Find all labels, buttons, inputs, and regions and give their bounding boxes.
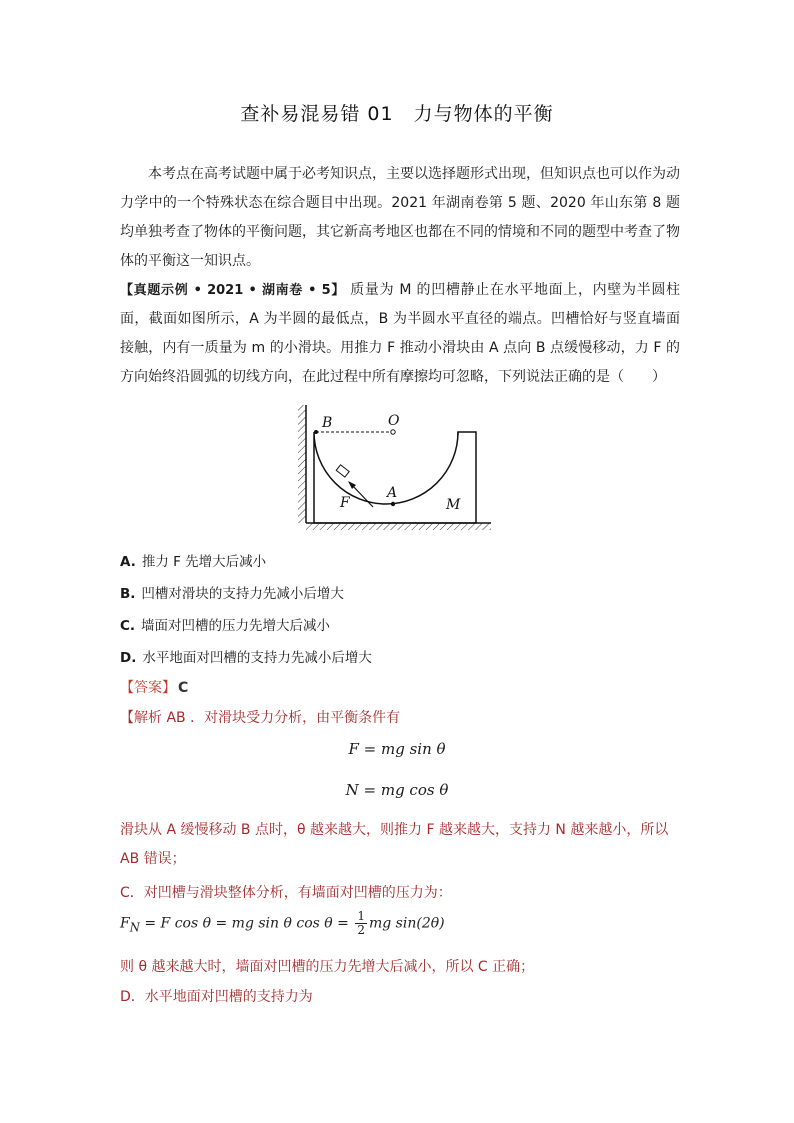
- point-a: [391, 502, 395, 506]
- intro-paragraph: 本考点在高考试题中属于必考知识点，主要以选择题形式出现，但知识点也可以作为动力学中的一个特殊状态在综合题目中出现。2021 年湖南卷第 5 题、2020 年山东第 8 题均单独考查了物体的平衡问题，其它新高考地区也都在不同的情境和不同的题型中考查了物体的平衡这一知识点。: [120, 166, 680, 269]
- option-letter: D.: [120, 650, 137, 666]
- option-text: 水平地面对凹槽的支持力先减小后增大: [142, 650, 372, 666]
- label-b: B: [322, 415, 333, 431]
- formula3-left: F: [120, 915, 130, 932]
- question-label: 【真题示例 • 2021 • 湖南卷 • 5】: [120, 283, 346, 298]
- wall-hatch: [298, 405, 306, 523]
- option-text: 推力 F 先增大后减小: [141, 554, 267, 570]
- fraction-half: [355, 910, 367, 937]
- label-a: A: [387, 485, 398, 501]
- page-title: 查补易混易错 01 力与物体的平衡: [240, 103, 554, 125]
- option-text: 凹槽对滑块的支持力先减小后增大: [141, 586, 344, 602]
- answer-line: [120, 677, 188, 697]
- option-text: 墙面对凹槽的压力先增大后减小: [141, 618, 331, 634]
- groove-diagram: [296, 405, 496, 535]
- option-letter: B.: [120, 586, 136, 602]
- answer-value: C: [178, 680, 189, 696]
- slider-block: [336, 465, 349, 477]
- analysis-line-c-result: 则 θ 越来越大时，墙面对凹槽的压力先增大后减小，所以 C 正确；: [120, 959, 535, 975]
- label-f: F: [340, 495, 350, 511]
- option-letter: C.: [120, 618, 136, 634]
- answer-label: 【答案】: [120, 680, 176, 696]
- label-m: M: [446, 497, 461, 513]
- fraction-numerator: 1: [357, 909, 365, 923]
- formula-normal: N = mg cos θ: [345, 781, 449, 799]
- label-o: O: [388, 413, 400, 429]
- point-o: [391, 430, 395, 434]
- option-letter: A.: [120, 554, 136, 570]
- fraction-denominator: 2: [357, 923, 365, 937]
- analysis-line-c: C．对凹槽与滑块整体分析，有墙面对凹槽的压力为：: [120, 885, 452, 901]
- option-c: [120, 614, 330, 634]
- option-b: [120, 582, 344, 602]
- analysis-heading: 【解析 AB ．对滑块受力分析，由平衡条件有: [120, 710, 401, 726]
- ground-hatch: [306, 523, 491, 530]
- analysis-line-ab: 滑块从 A 缓慢移动 B 点时，θ 越来越大，则推力 F 越来越大，支持力 N 越来越小，所以 AB 错误；: [120, 822, 669, 867]
- formula-wall-pressure: [120, 910, 445, 937]
- formula3-sub: N: [129, 920, 140, 935]
- formula3-right: mg sin(2θ): [368, 915, 445, 932]
- option-d: [120, 646, 372, 666]
- point-b: [314, 430, 318, 434]
- question-text: 质量为 M 的凹槽静止在水平地面上，内壁为半圆柱面，截面如图所示，A 为半圆的最低点，B 为半圆水平直径的端点。凹槽恰好与竖直墙面接触，内有一质量为 m 的小滑块。用推力 F 推动小滑块由 A 点向 B 点缓慢移动，力 F 的方向始终沿圆弧的切线方向，在此过程中所有摩擦均可忽略，下列说法正确的是（ ）: [120, 282, 681, 385]
- formula-force: F = mg sin θ: [348, 740, 446, 758]
- option-a: [120, 550, 266, 570]
- question-paragraph: [120, 276, 680, 392]
- analysis-line-d: D．水平地面对凹槽的支持力为: [120, 989, 313, 1005]
- formula3-mid: = F cos θ = mg sin θ cos θ =: [139, 915, 354, 932]
